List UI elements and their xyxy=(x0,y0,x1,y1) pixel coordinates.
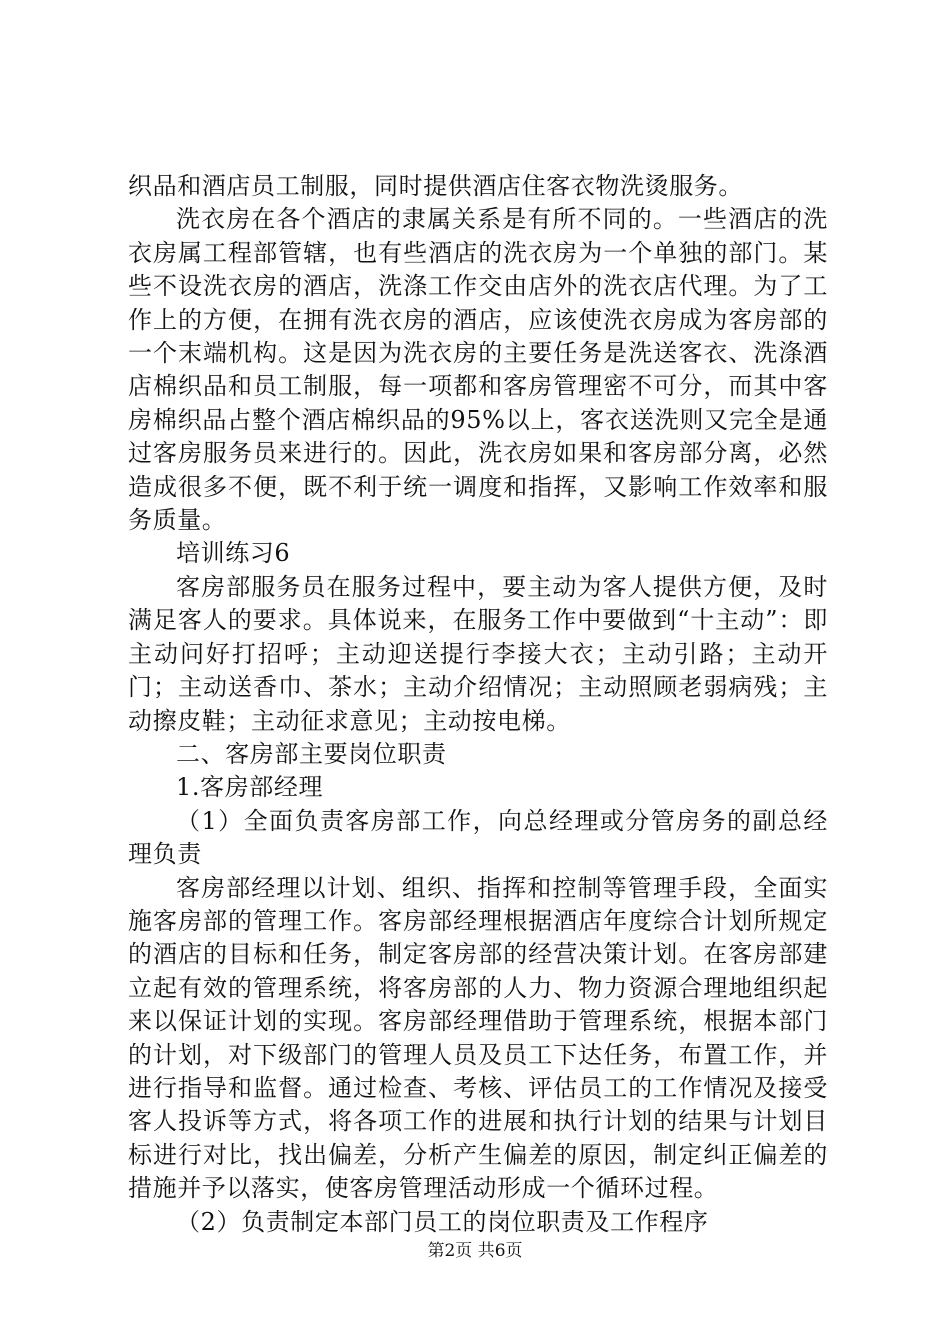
paragraph: （2）负责制定本部门员工的岗位职责及工作程序 xyxy=(176,1207,709,1236)
document-body xyxy=(128,170,828,1239)
subsection-heading: 1.客房部经理 xyxy=(176,773,324,802)
paragraph: 客房部服务员在服务过程中，要主动为客人提供方便，及时满足客人的要求。具体说来，在服务工作中要做到“十主动”：即主动问好打招呼；主动迎送提行李接大衣；主动引路；主动开门；主动送香巾、茶水；主动介绍情况；主动照顾老弱病残；主动擦皮鞋；主动征求意见；主动按电梯。 xyxy=(128,572,828,735)
paragraph: 织品和酒店员工制服，同时提供酒店住客衣物洗烫服务。 xyxy=(128,172,743,200)
paragraph: 客房部经理以计划、组织、指挥和控制等管理手段，全面实施客房部的管理工作。客房部经理根据酒店年度综合计划所规定的酒店的目标和任务，制定客房部的经营决策计划。在客房部建立起有效的管理系统，将客房部的人力、物力资源合理地组织起来以保证计划的实现。客房部经理借助于管理系统，根据本部门的计划，对下级部门的管理人员及员工下达任务，布置工作，并进行指导和监督。通过检查、考核、评估员工的工作情况及接受客人投诉等方式，将各项工作的进展和执行计划的结果与计划目标进行对比，找出偏差，分析产生偏差的原因，制定纠正偏差的措施并予以落实，使客房管理活动形成一个循环过程。 xyxy=(128,873,828,1203)
section-heading: 二、客房部主要岗位职责 xyxy=(176,739,447,768)
page-number-footer: 第2页 共6页 xyxy=(427,1241,523,1261)
paragraph: （1）全面负责客房部工作，向总经理或分管房务的副总经理负责 xyxy=(128,806,828,869)
paragraph: 培训练习6 xyxy=(176,539,291,568)
paragraph: 洗衣房在各个酒店的隶属关系是有所不同的。一些酒店的洗衣房属工程部管辖，也有些酒店的洗衣房为一个单独的部门。某些不设洗衣房的酒店，洗涤工作交由店外的洗衣店代理。为了工作上的方便，在拥有洗衣房的酒店，应该使洗衣房成为客房部的一个末端机构。这是因为洗衣房的主要任务是洗送客衣、洗涤酒店棉织品和员工制服，每一项都和客房管理密不可分，而其中客房棉织品占整个酒店棉织品的95%以上，客衣送洗则又完全是通过客房服务员来进行的。因此，洗衣房如果和客房部分离，必然造成很多不便，既不利于统一调度和指挥，又影响工作效率和服务质量。 xyxy=(128,205,828,535)
